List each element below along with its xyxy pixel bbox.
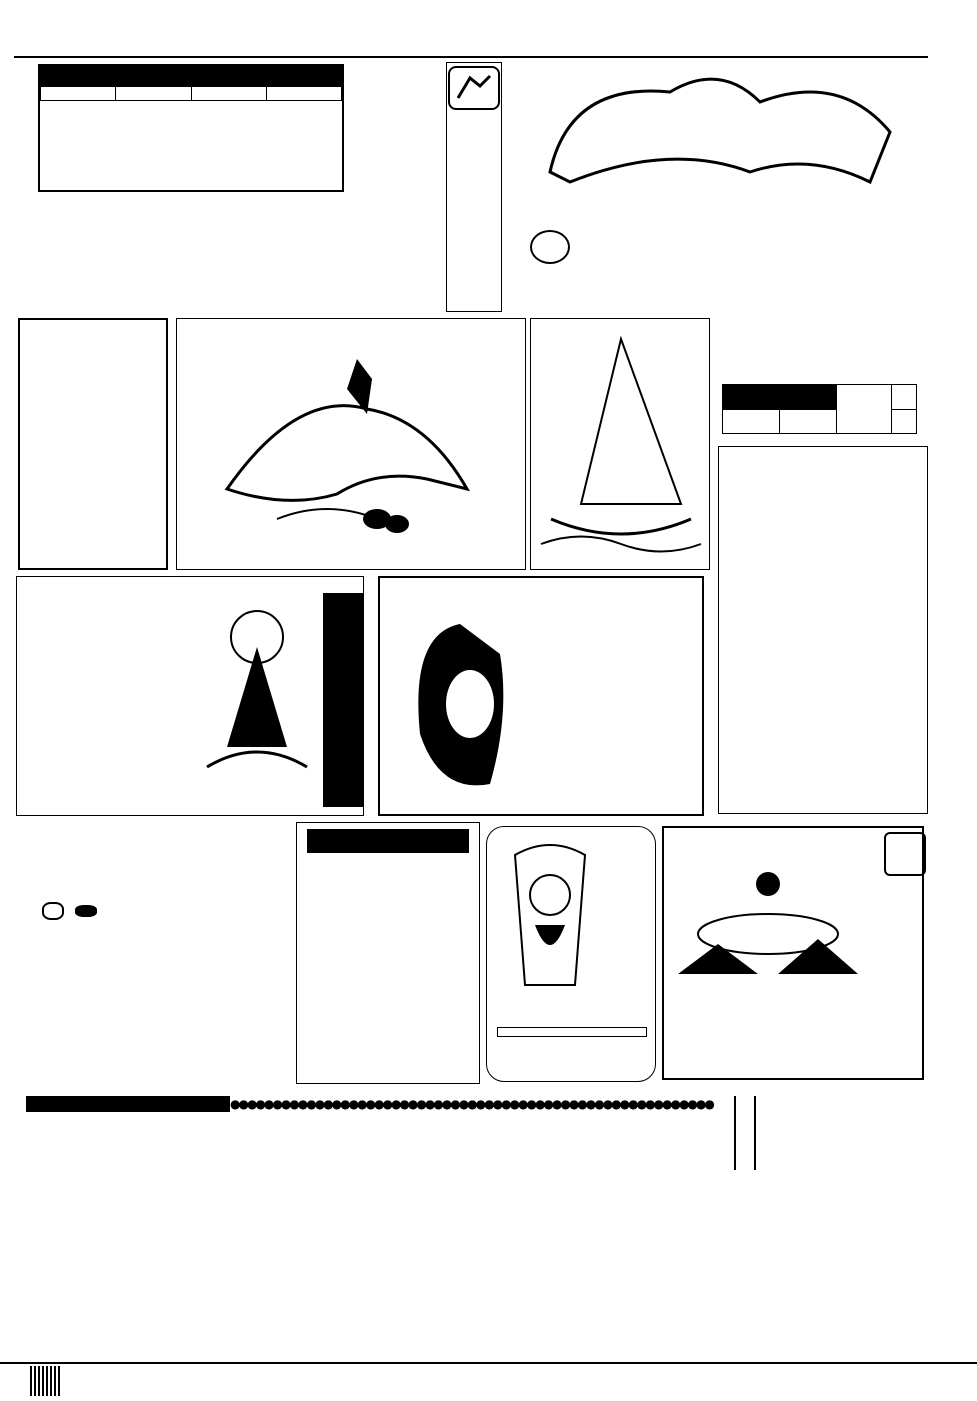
fortune-god-panel	[486, 826, 656, 1082]
history-title	[26, 1096, 230, 1112]
trend-panel	[718, 446, 928, 814]
riddle-panel	[662, 826, 924, 1080]
lucky-panel	[16, 830, 286, 1080]
color-wave-panel	[18, 318, 168, 570]
color-wave-title	[20, 320, 166, 328]
barcode-icon	[30, 1366, 62, 1396]
riddle-text	[756, 884, 922, 1078]
big-number	[837, 385, 892, 434]
ball-strip: ●●●●●●●●●●●●●●●●●●●●●●●●●●●●●●●●●●●●●●●●●●●●●●●●●●●●●●●●●	[230, 1098, 713, 1110]
guanyin-verse	[35, 687, 185, 807]
parity-result	[780, 409, 837, 434]
riddle-icon	[884, 832, 926, 876]
couplet-panel	[296, 822, 480, 1084]
guanyin-side-title	[323, 593, 363, 807]
side-banner	[928, 46, 974, 406]
size-result	[723, 409, 780, 434]
rat-icon	[42, 902, 64, 920]
history-panel	[16, 1092, 728, 1364]
boat-illustration	[530, 318, 710, 570]
guanyin-list-title	[17, 577, 363, 585]
count-grid-header-left	[734, 1096, 736, 1170]
coin-icon	[530, 230, 570, 264]
ox-icon	[75, 905, 97, 917]
masthead	[510, 62, 920, 312]
math-doctor-panel	[378, 576, 704, 816]
order-number	[892, 409, 917, 434]
order-label	[892, 385, 917, 410]
this-issue-table	[722, 384, 917, 434]
this-issue-label-2	[780, 385, 837, 410]
notice-column-lower	[48, 196, 348, 320]
couplet-banner	[307, 829, 469, 853]
count-grid-header-mid	[754, 1096, 756, 1170]
hand-icon	[448, 66, 500, 110]
count-grid	[732, 1094, 932, 1364]
schedule-panel	[716, 318, 924, 436]
sage-illustration	[176, 318, 526, 570]
guanyin-panel	[16, 576, 364, 816]
this-issue-label	[723, 385, 780, 410]
